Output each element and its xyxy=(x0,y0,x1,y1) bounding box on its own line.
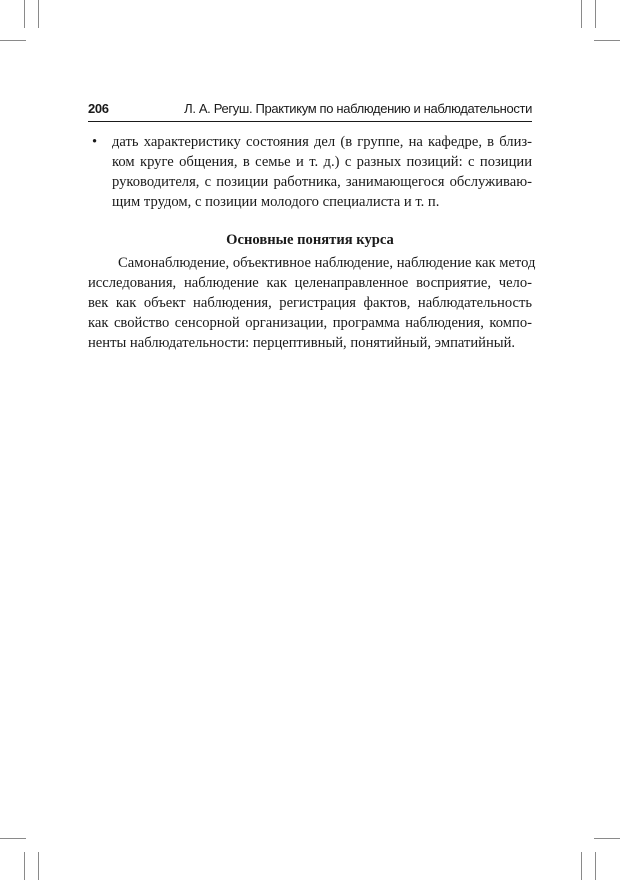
bullet-item-text xyxy=(112,132,532,212)
crop-mark xyxy=(0,838,26,839)
crop-mark xyxy=(0,40,26,41)
text-line: Самонаблюдение, объективное наблюдение, наблюдение как метод xyxy=(118,255,536,271)
section-paragraph xyxy=(88,253,536,353)
crop-mark xyxy=(594,838,620,839)
crop-mark xyxy=(24,852,25,880)
text-line: исследования, наблюдение как целенаправленное восприятие, чело- xyxy=(88,275,532,291)
text-line: дать характеристику состояния дел (в группе, на кафедре, в близ- xyxy=(112,134,532,150)
crop-mark xyxy=(595,0,596,28)
page-header xyxy=(88,100,532,118)
header-rule xyxy=(88,121,532,122)
text-line: век как объект наблюдения, регистрация фактов, наблюдательность xyxy=(88,295,532,311)
crop-mark xyxy=(581,0,582,28)
text-line: щим трудом, с позиции молодого специалиста и т. п. xyxy=(112,194,440,210)
crop-mark xyxy=(24,0,25,28)
crop-mark xyxy=(581,852,582,880)
section-heading: Основные понятия курса xyxy=(226,232,394,248)
crop-mark xyxy=(38,852,39,880)
text-line: ком круге общения, в семье и т. д.) с разных позиций: с позиции xyxy=(112,154,532,170)
crop-mark xyxy=(38,0,39,28)
page-number: 206 xyxy=(88,101,109,116)
crop-mark xyxy=(595,852,596,880)
bullet-marker: • xyxy=(92,134,98,150)
text-line: как свойство сенсорной организации, программа наблюдения, компо- xyxy=(88,315,532,331)
running-title: Л. А. Регуш. Практикум по наблюдению и наблюдательности xyxy=(184,101,532,116)
text-line: руководителя, с позиции работника, занимающегося обслуживаю- xyxy=(112,174,532,190)
text-line: ненты наблюдательности: перцептивный, понятийный, эмпатийный. xyxy=(88,335,516,351)
crop-mark xyxy=(594,40,620,41)
